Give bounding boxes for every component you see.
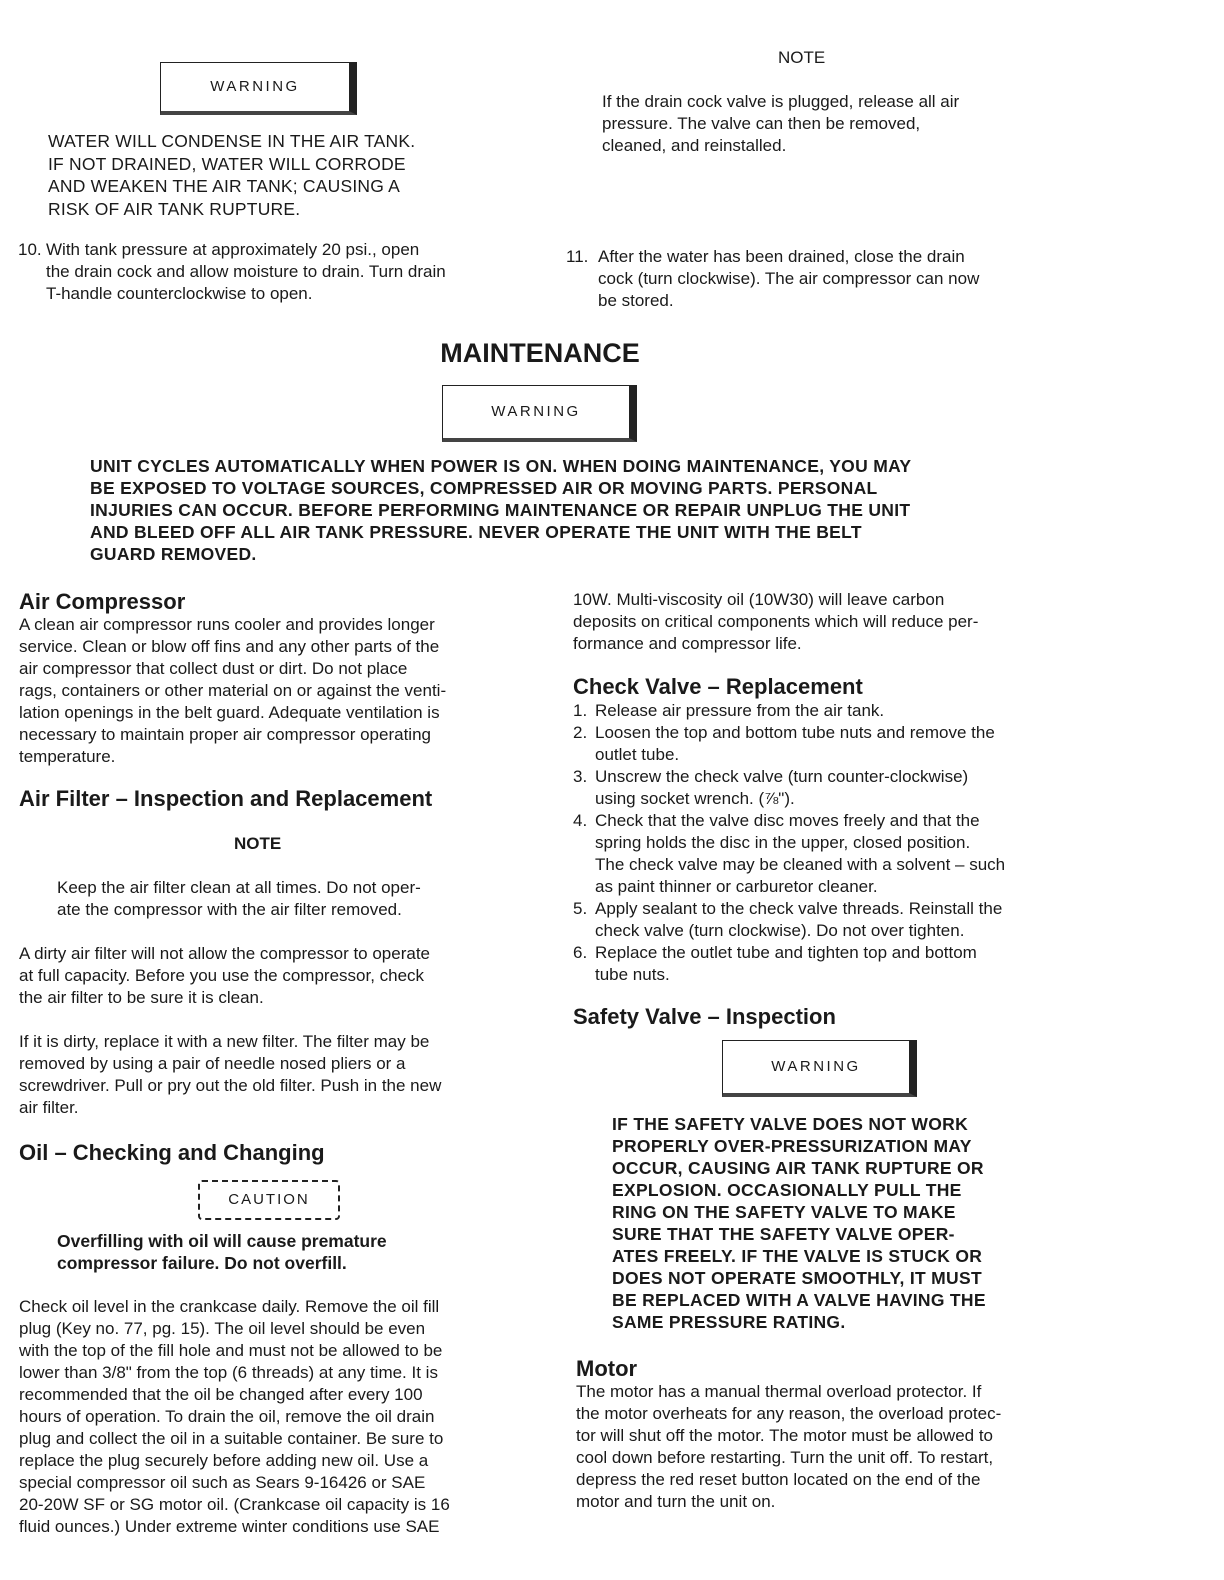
text-line: T-handle counterclockwise to open. <box>46 284 313 303</box>
text-line: ate the compressor with the air filter removed. <box>57 900 402 919</box>
text-line: Check oil level in the crankcase daily. Remove the oil fill <box>19 1297 440 1316</box>
text-line: SAME PRESSURE RATING. <box>612 1312 846 1332</box>
text-line: replace the plug securely before adding new oil. Use a <box>19 1451 429 1470</box>
text-line: fluid ounces.) Under extreme winter conditions use SAE <box>19 1517 440 1536</box>
air-compressor-heading: Air Compressor <box>19 589 186 614</box>
text-line: Replace the outlet tube and tighten top and bottom <box>595 943 977 962</box>
step-number: 5. <box>573 899 588 918</box>
step-number: 6. <box>573 943 588 962</box>
text-line: motor and turn the unit on. <box>576 1492 776 1511</box>
text-line: depress the red reset button located on the end of the <box>576 1470 981 1489</box>
text-line: formance and compressor life. <box>573 634 802 653</box>
oil-text <box>19 1296 519 1538</box>
list-item <box>573 766 1073 810</box>
text-line: A dirty air filter will not allow the compressor to operate <box>19 944 431 963</box>
safety-valve-warning-box <box>722 1040 917 1097</box>
text-line: be stored. <box>598 291 674 310</box>
text-line: lation openings in the belt guard. Adequate ventilation is <box>19 703 440 722</box>
maintenance-warning-text <box>90 455 1010 565</box>
text-line: cool down before restarting. Turn the unit off. To restart, <box>576 1448 994 1467</box>
text-line: AND BLEED OFF ALL AIR TANK PRESSURE. NEVER OPERATE THE UNIT WITH THE BELT <box>90 522 862 542</box>
text-line: lower than 3/8" from the top (6 threads) at any time. It is <box>19 1363 438 1382</box>
text-line: If the drain cock valve is plugged, release all air <box>602 92 960 111</box>
caution-label-box <box>198 1180 340 1220</box>
text-line: Check that the valve disc moves freely and that the <box>595 811 980 830</box>
warning-label: WARNING <box>210 78 300 95</box>
air-filter-para-2 <box>19 1031 519 1119</box>
safety-valve-warning-text <box>612 1113 1042 1333</box>
text-line: removed by using a pair of needle nosed pliers or a <box>19 1054 406 1073</box>
step-number: 2. <box>573 723 588 742</box>
text-line: SURE THAT THE SAFETY VALVE OPER- <box>612 1224 955 1244</box>
text-line: WATER WILL CONDENSE IN THE AIR TANK. <box>48 131 416 151</box>
text-line: temperature. <box>19 747 116 766</box>
text-line: the motor overheats for any reason, the overload protec- <box>576 1404 1002 1423</box>
text-line: air filter. <box>19 1098 79 1117</box>
text-line: 20-20W SF or SG motor oil. (Crankcase oil capacity is 16 <box>19 1495 450 1514</box>
list-item <box>573 722 1073 766</box>
text-line: check valve (turn clockwise). Do not over tighten. <box>595 921 965 940</box>
list-item <box>573 898 1073 942</box>
text-line: using socket wrench. (⅞"). <box>595 789 795 808</box>
air-filter-note-text <box>57 877 497 921</box>
text-line: hours of operation. To drain the oil, remove the oil drain <box>19 1407 435 1426</box>
text-line: tor will shut off the motor. The motor must be allowed to <box>576 1426 994 1445</box>
text-line: EXPLOSION. OCCASIONALLY PULL THE <box>612 1180 962 1200</box>
text-line: Unscrew the check valve (turn counter-clockwise) <box>595 767 969 786</box>
text-line: GUARD REMOVED. <box>90 544 257 564</box>
warning-label-box <box>160 62 357 115</box>
caution-label: CAUTION <box>228 1191 310 1208</box>
text-line: recommended that the oil be changed after every 100 <box>19 1385 423 1404</box>
step-number: 11. <box>566 247 589 266</box>
caution-text <box>57 1230 497 1274</box>
note-text <box>602 91 1042 157</box>
text-line: deposits on critical components which will reduce per- <box>573 612 979 631</box>
text-line: 10W. Multi-viscosity oil (10W30) will leave carbon <box>573 590 945 609</box>
oil-text-continued <box>573 589 1073 655</box>
text-line: with the top of the fill hole and must not be allowed to be <box>19 1341 443 1360</box>
text-line: necessary to maintain proper air compressor operating <box>19 725 431 744</box>
page-title: MAINTENANCE <box>440 338 640 368</box>
text-line: service. Clean or blow off fins and any other parts of the <box>19 637 440 656</box>
safety-valve-heading: Safety Valve – Inspection <box>573 1004 836 1029</box>
text-line: air compressor that collect dust or dirt. Do not place <box>19 659 408 678</box>
text-line: BE REPLACED WITH A VALVE HAVING THE <box>612 1290 986 1310</box>
step-11 <box>566 246 1098 312</box>
text-line: The motor has a manual thermal overload protector. If <box>576 1382 982 1401</box>
air-filter-para-1 <box>19 943 519 1009</box>
text-line: IF NOT DRAINED, WATER WILL CORRODE <box>48 153 406 174</box>
text-line: RISK OF AIR TANK RUPTURE. <box>48 198 301 219</box>
warning-label: WARNING <box>771 1058 861 1075</box>
text-line: the drain cock and allow moisture to drain. Turn drain <box>46 262 446 281</box>
note-label: NOTE <box>778 48 826 67</box>
text-line: Apply sealant to the check valve threads. Reinstall the <box>595 899 1003 918</box>
text-line: special compressor oil such as Sears 9-16426 or SAE <box>19 1473 426 1492</box>
text-line: cleaned, and reinstalled. <box>602 136 787 155</box>
text-line: UNIT CYCLES AUTOMATICALLY WHEN POWER IS ON. WHEN DOING MAINTENANCE, YOU MAY <box>90 456 912 476</box>
text-line: spring holds the disc in the upper, closed position. <box>595 833 971 852</box>
text-line: After the water has been drained, close the drain <box>598 247 965 266</box>
text-line: DOES NOT OPERATE SMOOTHLY, IT MUST <box>612 1268 982 1288</box>
text-line: tube nuts. <box>595 965 670 984</box>
text-line: The check valve may be cleaned with a solvent – such <box>595 855 1006 874</box>
text-line: IF THE SAFETY VALVE DOES NOT WORK <box>612 1114 969 1134</box>
text-line: rags, containers or other material on or against the venti- <box>19 681 447 700</box>
maintenance-warning-box <box>442 385 637 442</box>
text-line: PROPERLY OVER-PRESSURIZATION MAY <box>612 1136 972 1156</box>
step-number: 4. <box>573 811 588 830</box>
motor-heading: Motor <box>576 1356 638 1381</box>
text-line: at full capacity. Before you use the compressor, check <box>19 966 425 985</box>
text-line: cock (turn clockwise). The air compressor can now <box>598 269 980 288</box>
step-10 <box>18 239 546 305</box>
text-line: OCCUR, CAUSING AIR TANK RUPTURE OR <box>612 1158 984 1178</box>
air-filter-heading: Air Filter – Inspection and Replacement <box>19 786 433 811</box>
note-label: NOTE <box>234 834 282 853</box>
text-line: RING ON THE SAFETY VALVE TO MAKE <box>612 1202 956 1222</box>
list-item <box>573 700 1073 722</box>
check-valve-heading: Check Valve – Replacement <box>573 674 863 699</box>
warning-condensation-text <box>48 130 488 220</box>
oil-heading: Oil – Checking and Changing <box>19 1140 325 1165</box>
text-line: ATES FREELY. IF THE VALVE IS STUCK OR <box>612 1246 983 1266</box>
step-number: 1. <box>573 701 588 720</box>
check-valve-steps <box>573 700 1073 986</box>
air-compressor-text <box>19 614 519 768</box>
step-number: 10. <box>18 240 42 259</box>
warning-label: WARNING <box>491 403 581 420</box>
text-line: BE EXPOSED TO VOLTAGE SOURCES, COMPRESSED AIR OR MOVING PARTS. PERSONAL <box>90 478 878 498</box>
text-line: Release air pressure from the air tank. <box>595 701 885 720</box>
text-line: AND WEAKEN THE AIR TANK; CAUSING A <box>48 176 401 196</box>
text-line: With tank pressure at approximately 20 psi., open <box>46 240 420 259</box>
text-line: A clean air compressor runs cooler and provides longer <box>19 615 435 634</box>
text-line: plug and collect the oil in a suitable container. Be sure to <box>19 1429 444 1448</box>
text-line: Keep the air filter clean at all times. Do not oper- <box>57 878 421 897</box>
text-line: pressure. The valve can then be removed, <box>602 114 921 133</box>
text-line: the air filter to be sure it is clean. <box>19 988 264 1007</box>
text-line: Overfilling with oil will cause premature <box>57 1231 387 1251</box>
text-line: compressor failure. Do not overfill. <box>57 1253 347 1273</box>
text-line: plug (Key no. 77, pg. 15). The oil level should be even <box>19 1319 426 1338</box>
text-line: INJURIES CAN OCCUR. BEFORE PERFORMING MAINTENANCE OR REPAIR UNPLUG THE UNIT <box>90 500 911 520</box>
text-line: screwdriver. Pull or pry out the old filter. Push in the new <box>19 1076 442 1095</box>
text-line: If it is dirty, replace it with a new filter. The filter may be <box>19 1032 430 1051</box>
motor-text <box>576 1381 1076 1513</box>
step-number: 3. <box>573 767 588 786</box>
text-line: outlet tube. <box>595 745 680 764</box>
text-line: Loosen the top and bottom tube nuts and remove the <box>595 723 995 742</box>
list-item <box>573 810 1073 898</box>
list-item <box>573 942 1073 986</box>
text-line: as paint thinner or carburetor cleaner. <box>595 877 878 896</box>
